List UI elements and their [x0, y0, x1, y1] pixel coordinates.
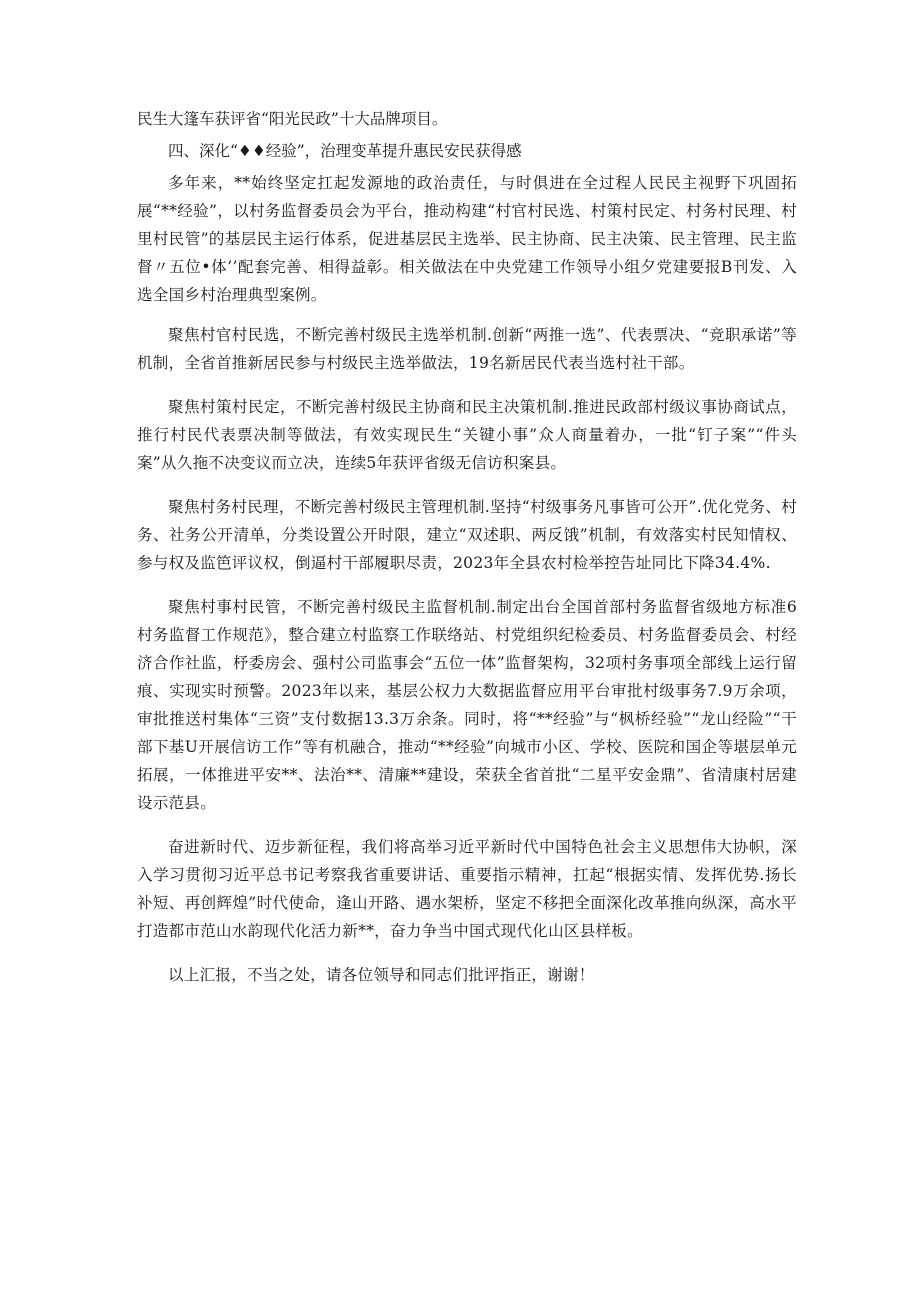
section-heading: 四、深化“♦♦经验”，治理变革提升惠民安民获得感: [168, 142, 522, 160]
paragraph-management: 聚焦村务村民理，不断完善村级民主管理机制.坚持“村级事务凡事皆可公开”.优化党务、村务、社务公开清单，分类设置公开时限，建立“双述职、两反饿”机制，有效落实村民知情权、参与权及监笆评议权，倒逼村干部履职尽责，2023年全县农村检举控告址同比下降34.4%.: [137, 498, 797, 572]
paragraph-supervision: 聚焦村事村民管，不断完善村级民主监督机制.制定出台全国首部村务监督省级地方标准6村务监督工作规范》，整合建立村监察工作联络站、村党组织纪检委员、村务监督委员会、村经济合作社监，杼委房会、强村公司监事会“五位一体”监督架构，32项村务事项全部线上运行留痕、实现实时预警。2023年以来，基层公权力大数据监督应用平台审批村级事务7.9万余项，审批推送村集体“三资”支付数据13.3万余条。同时，将“**经验”与“枫桥经验”“龙山经险”“干部下基U开展信访工作”等有机融合，推动“**经验”向城市小区、学校、医院和国企等堪层单元拓展，一体推进平安**、法治**、清廉**建设，荣获全省首批“二星平安金鼎”、省清康村居建设示范县。: [137, 598, 797, 812]
paragraph-decision: 聚焦村策村民定，不断完善村级民主协商和民主决策机制.推进民政部村级议事协商试点，推行村民代表票决制等做法，有效实现民生“关键小事”众人商量着办，一批“钉子案”“件头案”从久拖不决变议而立决，连续5年获评省级无信访积案县。: [137, 398, 797, 472]
paragraph-election: 聚焦村官村民选，不断完善村级民主选举机制.创新“两推一选”、代表票决、“竞职承诺”等机制，全省首推新居民参与村级民主选举做法，19名新居民代表当选村社干部。: [137, 326, 797, 372]
paragraph-intro: 多年来，**始终坚定扛起发源地的政治责任，与时俱进在全过程人民民主视野下巩固拓展“**经验”，以村务监督委员会为平台，推动构建“村官村民选、村策村民定、村务村民理、村里村民管”的基层民主运行体系，促进基层民主选举、民主协商、民主决策、民主管理、民主监督〃五位•体’’配套完善、相得益彰。相关做法在中央党建工作领导小组夕党建要报B刊发、入选全国乡村治理典型案例。: [137, 174, 797, 304]
carry-over-line: 民生大篷车获评省“阳光民政”十大品牌项目。: [137, 110, 448, 128]
paragraph-closing: 以上汇报，不当之处，请各位领导和同志们批评指正，谢谢！: [168, 966, 595, 984]
paragraph-outlook: 奋进新时代、迈步新征程，我们将高举习近平新时代中国特色社会主义思想伟大协帜，深入学习贯彻习近平总书记考察我省重要讲话、重要指示精神，扛起“根据实情、发挥优势.扬长补短、再创辉煌”时代使命，逢山开路、遇水架桥，坚定不移把全面深化改革推向纵深，高水平打造都市范山水韵现代化活力新**，奋力争当中国式现代化山区县样板。: [137, 838, 797, 940]
document-page: [137, 105, 797, 1005]
